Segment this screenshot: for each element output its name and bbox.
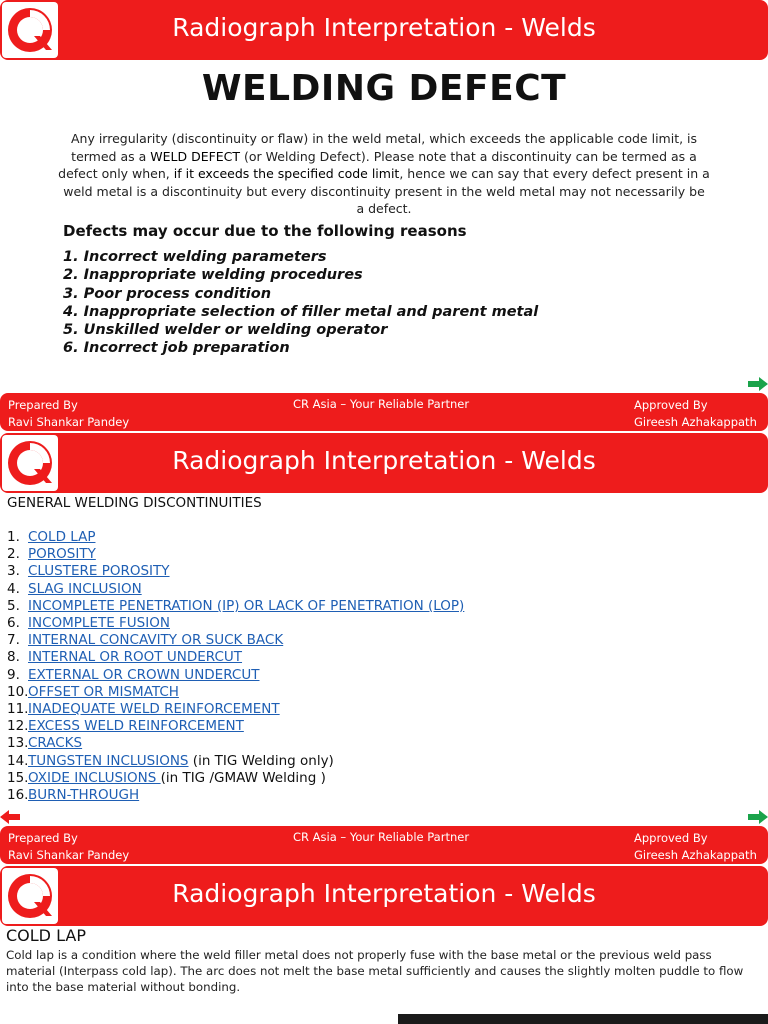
prepared-by-label: Prepared By bbox=[8, 831, 78, 845]
slide-cold-lap bbox=[0, 866, 768, 1024]
item-number: 10. bbox=[7, 683, 29, 700]
reasons-list bbox=[63, 248, 538, 358]
prepared-by-name: Ravi Shankar Pandey bbox=[8, 848, 130, 862]
discontinuity-link[interactable]: SLAG INCLUSION bbox=[28, 580, 142, 597]
discontinuity-item bbox=[7, 598, 464, 615]
discontinuity-link[interactable]: INTERNAL CONCAVITY OR SUCK BACK bbox=[28, 632, 284, 649]
discontinuity-link[interactable]: INCOMPLETE PENETRATION (IP) OR LACK OF PENETRATION (LOP) bbox=[28, 597, 465, 614]
discontinuity-link[interactable]: OFFSET OR MISMATCH bbox=[28, 683, 179, 700]
prepared-by-label: Prepared By bbox=[8, 398, 78, 412]
slide-header bbox=[0, 866, 768, 926]
item-note: (in TIG /GMAW Welding ) bbox=[160, 769, 326, 786]
reason-item: 5. Unskilled welder or welding operator bbox=[63, 322, 388, 339]
discontinuity-link[interactable]: CRACKS bbox=[28, 735, 83, 752]
reason-item: 6. Incorrect job preparation bbox=[63, 340, 290, 357]
item-number: 16. bbox=[7, 787, 29, 804]
cold-lap-description: Cold lap is a condition where the weld filler metal does not properly fuse with the base metal or the previous weld pass material (Interpass cold lap). The arc does not melt the base metal sufficiently and causes the slightly molten puddle to flow into the base material without bonding. bbox=[6, 948, 744, 994]
discontinuity-item bbox=[7, 649, 464, 666]
discontinuity-link[interactable]: INTERNAL OR ROOT UNDERCUT bbox=[28, 649, 243, 666]
discontinuity-item bbox=[7, 770, 464, 787]
item-number: 11. bbox=[7, 701, 29, 718]
next-arrow-icon[interactable] bbox=[748, 810, 768, 824]
discontinuity-item bbox=[7, 615, 464, 632]
discontinuity-item bbox=[7, 701, 464, 718]
reason-item: 4. Inappropriate selection of filler metal and parent metal bbox=[63, 303, 539, 320]
discontinuity-item bbox=[7, 581, 464, 598]
reason-item: 2. Inappropriate welding procedures bbox=[63, 267, 363, 284]
discontinuity-link[interactable]: COLD LAP bbox=[28, 529, 96, 545]
logo-wordmark: Asia bbox=[24, 20, 41, 28]
discontinuity-item bbox=[7, 753, 464, 770]
reasons-heading: Defects may occur due to the following reasons bbox=[63, 222, 467, 240]
item-number: 9. bbox=[7, 666, 20, 683]
intro-paragraph: Any irregularity (discontinuity or flaw) in the weld metal, which exceeds the applicable code limit, is termed as a WELD DEFECT (or Welding Defect). Please note that a discontinuity can be termed as a defect only when, if it exceeds the specified code limit, hence we can say that every defect present in a weld metal is a discontinuity but every discontinuity present in the weld metal may not necessarily be a defect. bbox=[58, 131, 710, 216]
footer-tagline: CR Asia – Your Reliable Partner bbox=[293, 397, 470, 411]
item-number: 5. bbox=[7, 597, 20, 614]
item-note: (in TIG Welding only) bbox=[188, 752, 334, 769]
reason-item: 3. Poor process condition bbox=[63, 285, 272, 302]
discontinuity-link[interactable]: CLUSTERE POROSITY bbox=[28, 563, 170, 580]
section-heading: COLD LAP bbox=[6, 926, 86, 945]
discontinuity-item bbox=[7, 735, 464, 752]
discontinuity-item bbox=[7, 718, 464, 735]
approved-by-name: Gireesh Azhakappath bbox=[634, 848, 757, 862]
item-number: 14. bbox=[7, 752, 29, 769]
discontinuity-item bbox=[7, 529, 464, 546]
section-heading: GENERAL WELDING DISCONTINUITIES bbox=[7, 495, 262, 511]
radiograph-image bbox=[398, 1014, 768, 1024]
slide-discontinuities bbox=[0, 433, 768, 866]
discontinuities-list bbox=[7, 529, 464, 804]
discontinuity-item bbox=[7, 632, 464, 649]
item-number: 3. bbox=[7, 563, 20, 580]
approved-by-name: Gireesh Azhakappath bbox=[634, 415, 757, 429]
discontinuity-link[interactable]: INADEQUATE WELD REINFORCEMENT bbox=[28, 701, 280, 718]
discontinuity-link[interactable]: POROSITY bbox=[28, 546, 96, 563]
weld-defect-term: WELD DEFECT bbox=[150, 148, 241, 164]
discontinuity-item bbox=[7, 667, 464, 684]
item-number: 1. bbox=[7, 529, 20, 545]
previous-arrow-icon[interactable] bbox=[0, 810, 20, 824]
item-number: 6. bbox=[7, 615, 20, 632]
item-number: 12. bbox=[7, 718, 29, 735]
footer-tagline: CR Asia – Your Reliable Partner bbox=[293, 830, 470, 844]
slide-header bbox=[0, 433, 768, 493]
approved-by-label: Approved By bbox=[634, 398, 708, 412]
discontinuity-link[interactable]: OXIDE INCLUSIONS bbox=[28, 769, 161, 786]
item-number: 13. bbox=[7, 735, 29, 752]
approved-by-label: Approved By bbox=[634, 831, 708, 845]
discontinuity-link[interactable]: TUNGSTEN INCLUSIONS bbox=[28, 752, 189, 769]
slide-welding-defect bbox=[0, 0, 768, 433]
reason-item: 1. Incorrect welding parameters bbox=[63, 249, 327, 265]
item-number: 15. bbox=[7, 769, 29, 786]
header-title: Radiograph Interpretation - Welds bbox=[172, 879, 596, 908]
discontinuity-link[interactable]: EXCESS WELD REINFORCEMENT bbox=[28, 718, 244, 735]
item-number: 7. bbox=[7, 632, 20, 649]
discontinuity-item bbox=[7, 684, 464, 701]
slide-footer bbox=[0, 393, 768, 431]
item-number: 2. bbox=[7, 546, 20, 563]
discontinuity-link[interactable]: EXTERNAL OR CROWN UNDERCUT bbox=[28, 666, 260, 683]
discontinuity-item bbox=[7, 787, 464, 804]
header-title: Radiograph Interpretation - Welds bbox=[172, 446, 596, 475]
slide-header bbox=[0, 0, 768, 60]
logo-wordmark: Asia bbox=[24, 453, 41, 461]
header-title: Radiograph Interpretation - Welds bbox=[172, 13, 596, 42]
discontinuity-link[interactable]: BURN-THROUGH bbox=[28, 787, 140, 804]
page-title: WELDING DEFECT bbox=[201, 68, 567, 109]
discontinuity-link[interactable]: INCOMPLETE FUSION bbox=[28, 615, 170, 632]
slide-footer bbox=[0, 826, 768, 864]
discontinuity-item bbox=[7, 546, 464, 563]
discontinuity-item bbox=[7, 563, 464, 580]
next-arrow-icon[interactable] bbox=[748, 377, 768, 391]
code-limit-condition: if it exceeds the specified code limit bbox=[173, 166, 400, 181]
logo-wordmark: Asia bbox=[24, 886, 41, 894]
item-number: 8. bbox=[7, 649, 20, 666]
item-number: 4. bbox=[7, 580, 20, 597]
prepared-by-name: Ravi Shankar Pandey bbox=[8, 415, 130, 429]
